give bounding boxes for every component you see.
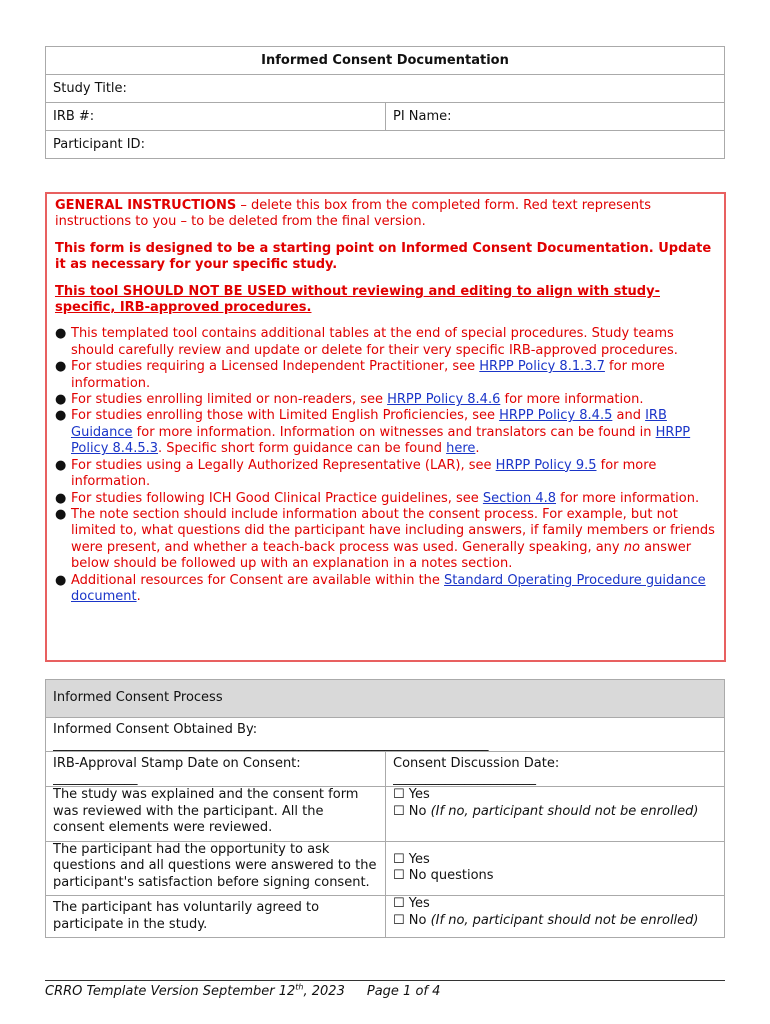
stamp-date-label: IRB-Approval Stamp Date on Consent:: [53, 755, 301, 771]
explained-no-checkbox[interactable]: ☐ No (If no, participant should not be enrolled): [393, 803, 699, 819]
voluntary-yes-checkbox[interactable]: ☐ Yes: [393, 896, 430, 911]
obtained-by-cell: [46, 718, 725, 752]
opportunity-options: [386, 841, 725, 896]
short-form-guidance-link[interactable]: here: [446, 441, 476, 457]
list-item: ● This templated tool contains additional tables at the end of special procedures. Study teams should carefully review and update or delete for their very specific IRB-approved procedures.: [55, 326, 678, 358]
instructions-list: [55, 326, 716, 605]
discussion-date-cell: [386, 751, 725, 787]
list-item: ● For studies enrolling those with Limited English Proficiencies, see HRPP Policy 8.4.5 and IRB Guidance for more information. Information on witnesses and translators can be found in HRPP Policy 8.4.5.3. Specific short form guidance can be found here.: [55, 408, 691, 457]
stamp-date-cell: [46, 751, 386, 787]
hrpp-policy-95-link[interactable]: HRPP Policy 9.5: [495, 457, 597, 473]
voluntary-no-checkbox[interactable]: ☐ No (If no, participant should not be enrolled): [393, 912, 699, 928]
question-voluntary: The participant has voluntarily agreed to participate in the study.: [46, 896, 386, 938]
bullet-icon: ●: [55, 490, 67, 506]
hrpp-policy-8137-link[interactable]: HRPP Policy 8.1.3.7: [479, 359, 605, 375]
instructions-designed: This form is designed to be a starting point on Informed Consent Documentation. Update it as necessary for your specific study.: [55, 240, 712, 273]
discussion-date-label: Consent Discussion Date:: [393, 755, 560, 771]
voluntary-no-note: (If no, participant should not be enrolled): [430, 912, 699, 928]
bullet-icon: ●: [55, 506, 67, 522]
form-title: Informed Consent Documentation: [46, 47, 725, 75]
footer: [45, 983, 440, 999]
page-number: Page 1 of 4: [366, 984, 441, 1000]
bullet-icon: ●: [55, 326, 67, 342]
hrpp-policy-846-link[interactable]: HRPP Policy 8.4.6: [387, 392, 501, 408]
list-item: ● The note section should include information about the consent process. For example, but not limited to, what questions did the participant have including answers, if family members or friends were present, and whether a teach-back process was used. Generally speaking, any no answer below should be followed up with an explanation in a notes section.: [55, 506, 715, 572]
stamp-date-field[interactable]: _____________: [53, 772, 138, 786]
bullet-icon: ●: [55, 359, 67, 375]
instructions-heading: GENERAL INSTRUCTIONS: [55, 198, 237, 213]
explained-yes-checkbox[interactable]: ☐ Yes: [393, 787, 430, 802]
consent-process-table: [45, 679, 725, 938]
hrpp-policy-845-link[interactable]: HRPP Policy 8.4.5: [499, 408, 613, 424]
obtained-by-label: Informed Consent Obtained By:: [53, 722, 258, 737]
irb-guidance-link[interactable]: IRB Guidance: [71, 408, 667, 440]
bullet-icon: ●: [55, 408, 67, 424]
process-heading: Informed Consent Process: [46, 680, 725, 718]
list-item: ● For studies requiring a Licensed Independent Practitioner, see HRPP Policy 8.1.3.7 for more information.: [55, 359, 665, 391]
list-item: ● Additional resources for Consent are available within the Standard Operating Procedure guidance document.: [55, 572, 706, 604]
discussion-date-field[interactable]: ______________________: [393, 772, 536, 786]
general-instructions-box: [45, 192, 726, 662]
list-item: ● For studies enrolling limited or non-readers, see HRPP Policy 8.4.6 for more information.: [55, 392, 644, 408]
explained-options: [386, 787, 725, 842]
opportunity-yes-checkbox[interactable]: ☐ Yes: [393, 851, 430, 867]
obtained-by-field[interactable]: ___________________________________________________________________: [53, 738, 489, 751]
question-explained: The study was explained and the consent form was reviewed with the participant. All the consent elements were reviewed.: [46, 787, 386, 842]
voluntary-options: [386, 896, 725, 938]
template-version: CRRO Template Version September 12th, 2023: [45, 983, 345, 1000]
sop-guidance-link[interactable]: Standard Operating Procedure guidance document: [71, 572, 706, 604]
bullet-icon: ●: [55, 392, 67, 408]
hrpp-policy-8453-link[interactable]: HRPP Policy 8.4.5.3: [71, 424, 691, 457]
explained-no-note: (If no, participant should not be enrolled): [430, 803, 699, 819]
footer-divider: [45, 980, 725, 981]
instructions-intro: – delete this box from the completed form. Red text represents instructions to you – to be deleted from the final version.: [55, 198, 651, 230]
bullet-icon: ●: [55, 572, 67, 588]
section-48-link[interactable]: Section 4.8: [482, 490, 557, 506]
header-table: [45, 46, 725, 159]
opportunity-no-questions-checkbox[interactable]: ☐ No questions: [393, 868, 494, 884]
participant-id-field[interactable]: Participant ID:: [46, 131, 725, 159]
list-item: ● For studies following ICH Good Clinical Practice guidelines, see Section 4.8 for more information.: [55, 490, 700, 506]
study-title-field[interactable]: Study Title:: [46, 75, 725, 103]
pi-name-field[interactable]: PI Name:: [386, 103, 725, 131]
question-opportunity: The participant had the opportunity to ask questions and all questions were answered to the participant's satisfaction before signing consent.: [46, 841, 386, 896]
list-item: ● For studies using a Legally Authorized Representative (LAR), see HRPP Policy 9.5 for more information.: [55, 457, 657, 490]
instructions-warning: This tool SHOULD NOT BE USED without reviewing and editing to align with study-specific, IRB-approved procedures.: [55, 283, 660, 316]
irb-number-field[interactable]: IRB #:: [46, 103, 386, 131]
bullet-icon: ●: [55, 457, 67, 473]
